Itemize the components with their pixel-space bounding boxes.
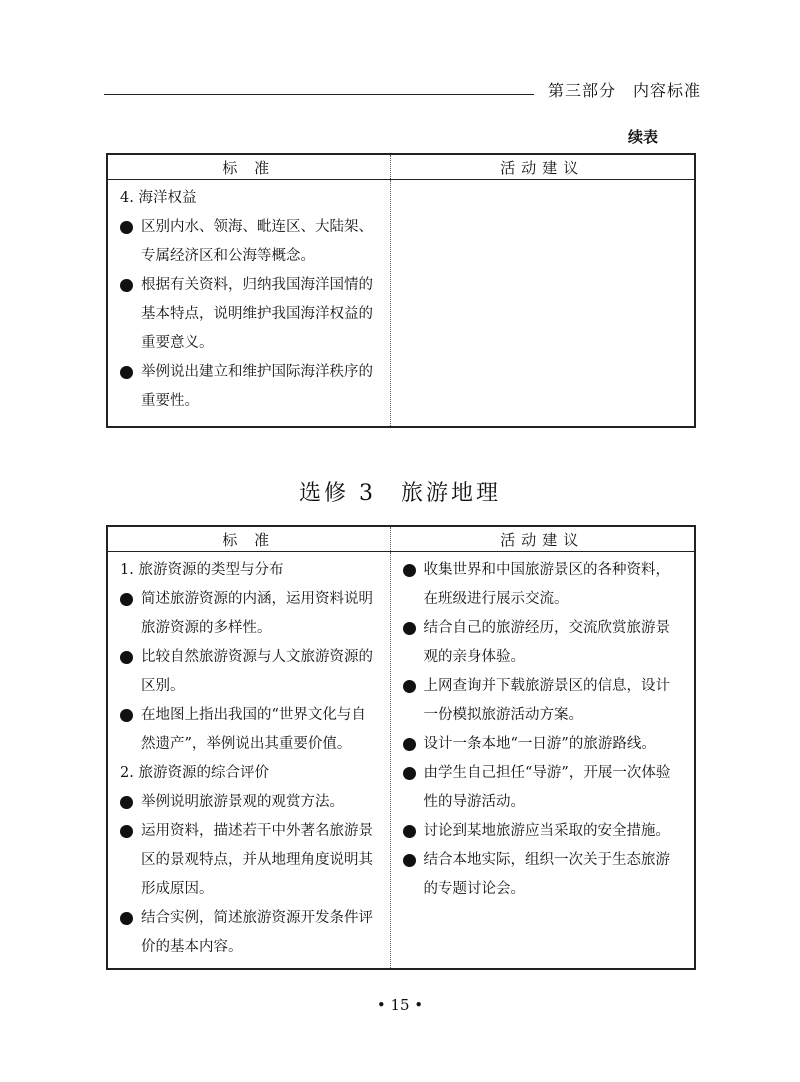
column-header-standard: 标 准 — [107, 526, 390, 552]
list-item — [403, 614, 685, 672]
table-header-row — [107, 526, 695, 552]
bullet-icon — [120, 593, 133, 606]
bullet-icon — [403, 825, 416, 838]
bullet-icon — [120, 709, 133, 722]
list-item — [120, 585, 380, 643]
list-item-text: 区别内水、领海、毗连区、大陆架、专属经济区和公海等概念。 — [141, 219, 373, 264]
table-row — [107, 552, 695, 970]
list-item — [120, 213, 380, 271]
standards-cell — [107, 552, 390, 970]
bullet-icon — [403, 622, 416, 635]
topic-heading: 1. 旅游资源的类型与分布 — [120, 562, 284, 578]
list-item — [120, 904, 380, 962]
list-item — [120, 788, 380, 817]
table-row — [107, 180, 695, 428]
list-item-text: 举例说出建立和维护国际海洋秩序的重要性。 — [141, 364, 373, 409]
table-header-row — [107, 154, 695, 180]
standards-cell — [107, 180, 390, 428]
list-item — [403, 556, 685, 614]
list-item-text: 举例说明旅游景观的观赏方法。 — [141, 794, 344, 810]
continued-label: 续表 — [628, 128, 659, 146]
list-item-text: 结合实例，简述旅游资源开发条件评价的基本内容。 — [141, 910, 373, 955]
list-item-text: 收集世界和中国旅游景区的各种资料，在班级进行展示交流。 — [423, 562, 670, 607]
list-item-text: 设计一条本地“一日游”的旅游路线。 — [423, 736, 656, 752]
tourism-geography-table — [106, 525, 696, 970]
bullet-icon — [120, 279, 133, 292]
page-number: • 15 • — [376, 996, 424, 1014]
list-item — [403, 672, 685, 730]
bullet-icon — [120, 825, 133, 838]
list-item-text: 结合本地实际，组织一次关于生态旅游的专题讨论会。 — [423, 852, 670, 897]
list-item — [403, 759, 685, 817]
column-header-activities: 活动建议 — [390, 154, 695, 180]
bullet-icon — [120, 366, 133, 379]
column-header-activities: 活动建议 — [390, 526, 695, 552]
bullet-icon — [403, 854, 416, 867]
bullet-icon — [120, 912, 133, 925]
list-item — [120, 358, 380, 416]
standards-table-continued — [106, 153, 696, 428]
list-item-text: 比较自然旅游资源与人文旅游资源的区别。 — [141, 649, 373, 694]
bullet-icon — [403, 738, 416, 751]
bullet-icon — [120, 796, 133, 809]
bullet-icon — [403, 564, 416, 577]
topic-heading: 2. 旅游资源的综合评价 — [120, 765, 269, 781]
list-item-text: 讨论到某地旅游应当采取的安全措施。 — [423, 823, 670, 839]
list-item-text: 上网查询并下载旅游景区的信息，设计一份模拟旅游活动方案。 — [423, 678, 670, 723]
list-item — [403, 846, 685, 904]
section-title: 选修 3 旅游地理 — [299, 481, 501, 506]
list-item — [403, 817, 685, 846]
activities-cell — [390, 552, 695, 970]
list-item — [120, 271, 380, 358]
list-item-text: 结合自己的旅游经历，交流欣赏旅游景观的亲身体验。 — [423, 620, 670, 665]
column-header-standard: 标 准 — [107, 154, 390, 180]
list-item — [120, 643, 380, 701]
bullet-icon — [403, 767, 416, 780]
bullet-icon — [120, 651, 133, 664]
list-item — [120, 817, 380, 904]
list-item — [120, 701, 380, 759]
list-item — [403, 730, 685, 759]
topic-heading: 4. 海洋权益 — [120, 190, 197, 206]
activities-cell-empty — [390, 180, 695, 428]
list-item-text: 运用资料，描述若干中外著名旅游景区的景观特点，并从地理角度说明其形成原因。 — [141, 823, 373, 897]
running-header: 第三部分 内容标准 — [548, 81, 702, 100]
list-item-text: 简述旅游资源的内涵，运用资料说明旅游资源的多样性。 — [141, 591, 373, 636]
bullet-icon — [403, 680, 416, 693]
list-item-text: 在地图上指出我国的“世界文化与自然遗产”，举例说出其重要价值。 — [141, 707, 366, 752]
header-rule — [104, 94, 534, 95]
list-item-text: 由学生自己担任“导游”，开展一次体验性的导游活动。 — [423, 765, 671, 810]
bullet-icon — [120, 221, 133, 234]
list-item-text: 根据有关资料，归纳我国海洋国情的基本特点，说明维护我国海洋权益的重要意义。 — [141, 277, 373, 351]
